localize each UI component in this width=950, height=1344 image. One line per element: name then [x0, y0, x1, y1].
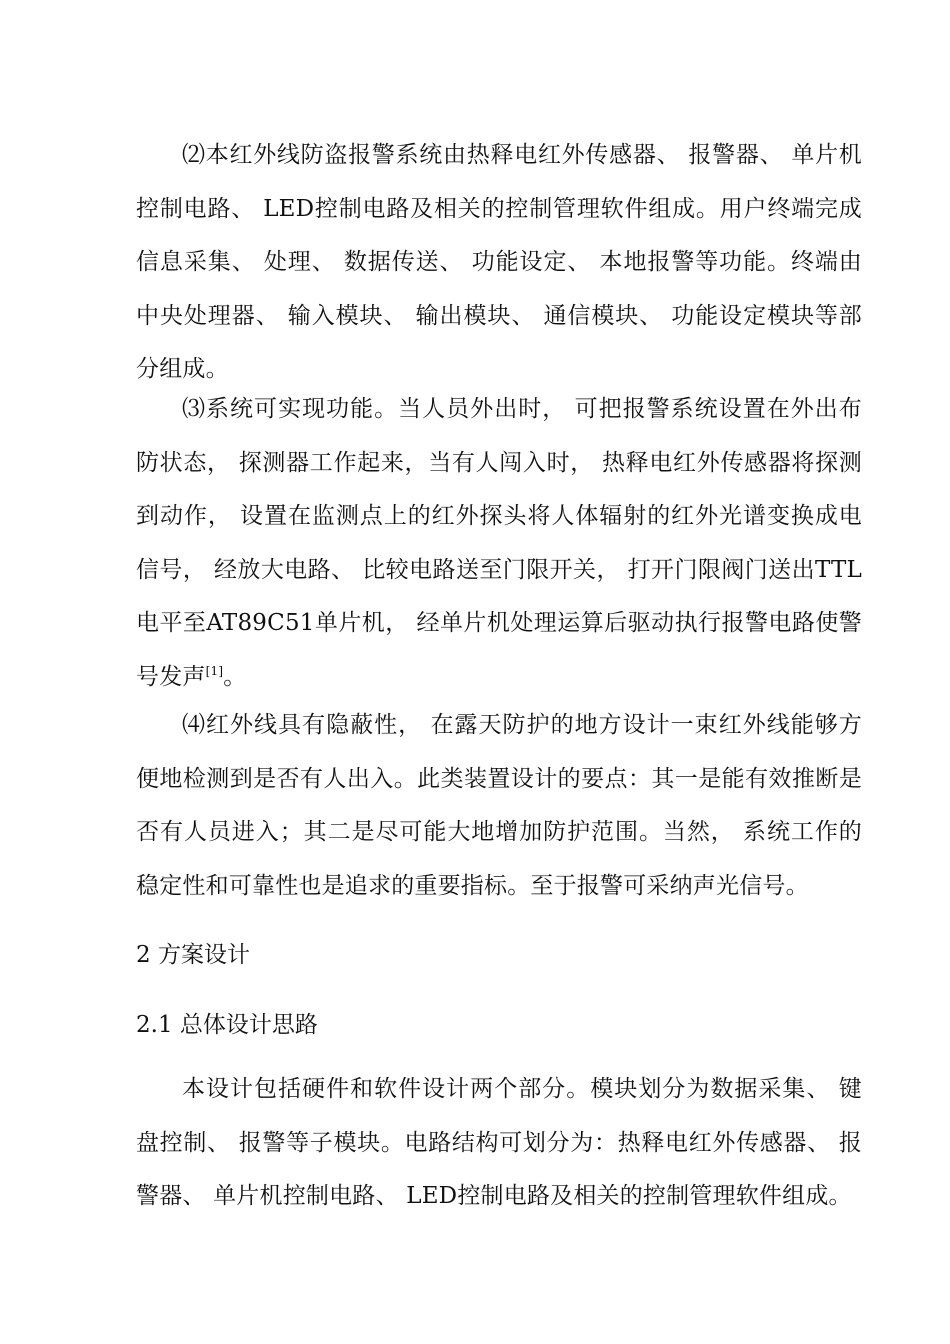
- paragraph-infrared-design: [136, 699, 862, 913]
- paragraph-design-overview: [136, 1063, 862, 1224]
- paragraph-system-composition: [136, 129, 862, 397]
- subsection-heading-overall-design: 2.1 总体设计思路: [136, 1012, 318, 1038]
- paragraph-system-function: [136, 383, 862, 704]
- paragraph-end-punctuation: 。: [223, 663, 247, 690]
- paragraph-text: ⑷红外线具有隐蔽性， 在露天防护的地方设计一束红外线能够方便地检测到是否有人出入。此类装置设计的要点：其一是能有效推断是否有人员进入；其二是尽可能大地增加防护范围。当然， 系统工作的稳定性和可靠性也是追求的重要指标。至于报警可采纳声光信号。: [136, 712, 862, 899]
- paragraph-text: ⑵本红外线防盗报警系统由热释电红外传感器、 报警器、 单片机控制电路、 LED控制电路及相关的控制管理软件组成。用户终端完成信息采集、 处理、 数据传送、 功能设定、 本地报警等功能。终端由中央处理器、 输入模块、 输出模块、 通信模块、 功能设定模块等部分组成。: [136, 142, 862, 382]
- paragraph-text: ⑶系统可实现功能。当人员外出时， 可把报警系统设置在外出布防状态， 探测器工作起来，当有人闯入时， 热释电红外传感器将探测到动作， 设置在监测点上的红外探头将人体辐射的红外光谱变换成电信号， 经放大电路、 比较电路送至门限开关， 打开门限阀门送出TTL 电平至AT89C51单片机， 经单片机处理运算后驱动执行报警电路使警号发声: [136, 396, 862, 690]
- citation-marker: [1]: [205, 663, 224, 678]
- section-heading-scheme-design: 2 方案设计: [136, 942, 250, 968]
- paragraph-text: 本设计包括硬件和软件设计两个部分。模块划分为数据采集、 键盘控制、 报警等子模块。电路结构可划分为：热释电红外传感器、 报警器、 单片机控制电路、 LED控制电路及相关的控制管理软件组成。: [136, 1076, 862, 1209]
